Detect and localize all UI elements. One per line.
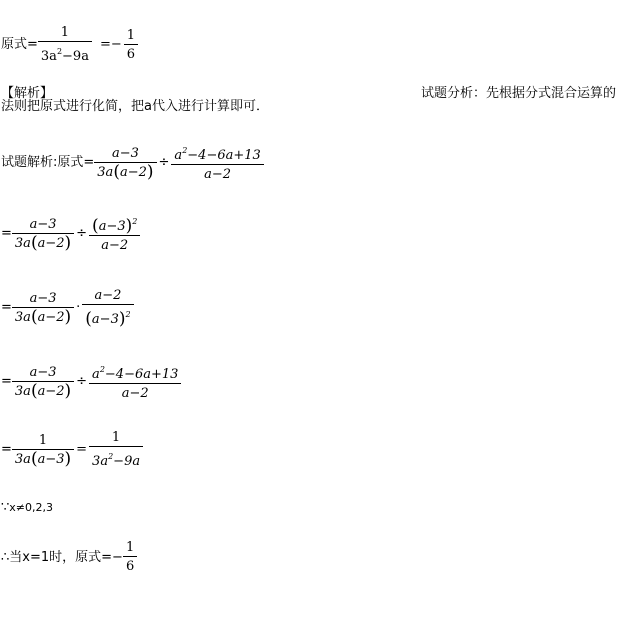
step3-operator: · bbox=[76, 300, 81, 315]
step1-fraction-a: $\frac{a-3}{3a(a-2)}$ bbox=[94, 146, 156, 180]
condition-text: x≠0,2,3 bbox=[9, 501, 53, 514]
step5-fraction-b: $\frac{1}{3a^2-9a}$ bbox=[89, 430, 143, 469]
step5-equals: = bbox=[76, 442, 88, 457]
step2-fraction-a: $\frac{a-3}{3a(a-2)}$ bbox=[12, 217, 74, 251]
step3-fraction-b: $\frac{a-2}{(a-3)^2}$ bbox=[82, 288, 133, 327]
conclusion-result-fraction: $\frac{1}{6}$ bbox=[123, 540, 137, 574]
answer-fraction-numerator: 1 bbox=[38, 25, 92, 42]
conclusion-text: 当x=1时，原式=− bbox=[9, 549, 123, 565]
solution-step-1 bbox=[1, 143, 264, 182]
step4-fraction-b: $\frac{a^2-4-6a+13}{a-2}$ bbox=[89, 362, 181, 401]
analysis-tag: 【解析】 bbox=[1, 86, 54, 101]
conclusion-line bbox=[1, 540, 137, 574]
answer-line bbox=[1, 25, 138, 64]
solution-label: 试题解析:原式= bbox=[1, 155, 95, 170]
answer-result-fraction: $\frac{1}{6}$ bbox=[124, 28, 138, 62]
solution-step-3: = $\frac{a-3}{3a(a-2)}$ · $\frac{a-2}{(a-3)^2}$ bbox=[1, 288, 134, 327]
step4-operator: ÷ bbox=[76, 374, 88, 389]
therefore-symbol: ∴ bbox=[1, 549, 10, 565]
step1-fraction-b: $\frac{a^2-4-6a+13}{a-2}$ bbox=[171, 143, 263, 182]
answer-prefix: 原式= bbox=[1, 37, 38, 52]
step4-fraction-a: $\frac{a-3}{3a(a-2)}$ bbox=[12, 365, 74, 399]
answer-fraction-denominator: $3a^2-9a$ bbox=[40, 47, 89, 64]
solution-step-5: = $\frac{1}{3a(a-3)}$ = $\frac{1}{3a^2-9a}$ bbox=[1, 430, 143, 469]
step2-operator: ÷ bbox=[76, 226, 88, 241]
answer-equals: =− bbox=[99, 37, 122, 52]
because-symbol: ∵ bbox=[1, 500, 10, 515]
condition-line bbox=[1, 500, 53, 515]
answer-fraction bbox=[38, 25, 92, 64]
analysis-text-right: 试题分析：先根据分式混合运算的 bbox=[421, 86, 617, 101]
step3-fraction-a: $\frac{a-3}{3a(a-2)}$ bbox=[12, 291, 74, 325]
solution-step-2: = $\frac{a-3}{3a(a-2)}$ ÷ $\frac{(a-3)^2}{a-2}$ bbox=[1, 214, 140, 253]
step2-fraction-b: $\frac{(a-3)^2}{a-2}$ bbox=[89, 214, 140, 253]
solution-step-4: = $\frac{a-3}{3a(a-2)}$ ÷ $\frac{a^2-4-6a+13}{a-2}$ bbox=[1, 362, 181, 401]
step1-operator: ÷ bbox=[158, 155, 170, 170]
step5-fraction-a: $\frac{1}{3a(a-3)}$ bbox=[12, 433, 74, 467]
analysis-text-line2: 法则把原式进行化简，把a代入进行计算即可． bbox=[1, 99, 269, 114]
